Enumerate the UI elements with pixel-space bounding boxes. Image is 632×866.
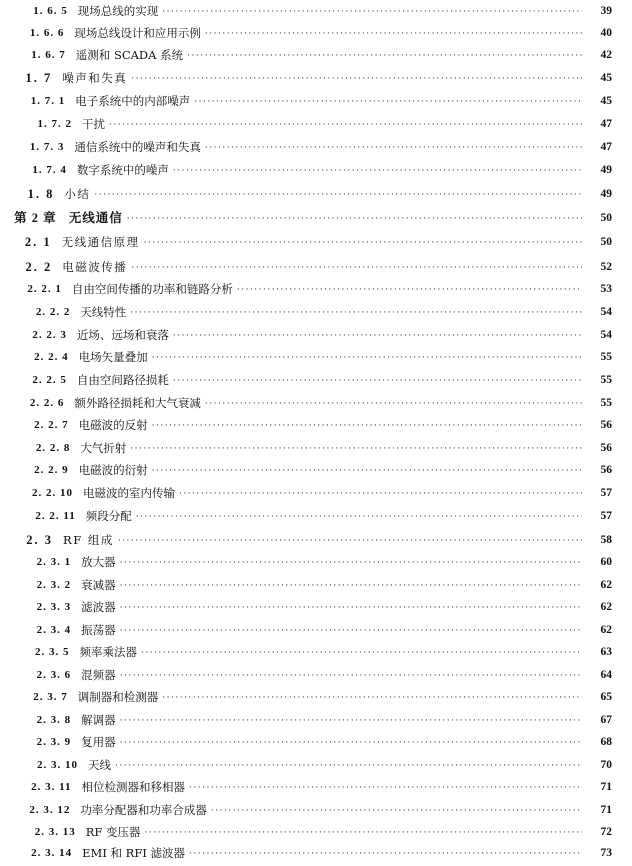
toc-entry-number: 2. 3 (26, 533, 54, 547)
toc-entry-number: 1. 7 (25, 71, 53, 85)
toc-leader-dots (144, 230, 582, 254)
toc-leader-dots (120, 663, 582, 687)
toc-entry-page: 50 (600, 236, 612, 248)
toc-entry (0, 505, 632, 527)
toc-leader-dots (152, 413, 582, 437)
toc-entry (0, 369, 632, 391)
toc-leader-dots (131, 255, 582, 279)
toc-entry-page: 56 (600, 464, 612, 476)
toc-entry-title: RF 组成 (63, 533, 114, 547)
toc-leader-dots (152, 458, 582, 482)
toc-entry (0, 821, 632, 843)
toc-entry (0, 90, 632, 112)
toc-entry-title: 振荡器 (81, 623, 116, 637)
toc-entry-page: 49 (600, 188, 612, 200)
toc-entry-page: 60 (600, 556, 612, 568)
toc-leader-dots (109, 112, 582, 136)
toc-entry-number: 2. 2. 9 (34, 464, 69, 476)
toc-entry-page: 40 (600, 27, 612, 39)
toc-entry-number: 2. 3. 3 (36, 601, 72, 613)
toc-entry-number: 1. 8 (27, 187, 55, 201)
toc-leader-dots (173, 368, 582, 392)
toc-entry (0, 709, 632, 731)
toc-entry (0, 22, 632, 44)
toc-entry-title: RF 变压器 (85, 825, 141, 839)
toc-entry-title: 无线通信原理 (61, 235, 140, 249)
toc-entry-number: 2. 2. 1 (27, 283, 62, 295)
toc-entry (0, 664, 632, 686)
toc-entry-page: 70 (600, 759, 612, 771)
toc-entry (0, 776, 632, 798)
toc-entry-page: 62 (600, 579, 612, 591)
toc-entry-title: 天线特性 (80, 305, 127, 319)
toc-entry-number: 1. 6. 6 (29, 27, 65, 39)
toc-entry-number: 2. 3. 6 (36, 669, 72, 681)
toc-leader-dots (136, 504, 582, 528)
toc-entry-page: 57 (600, 487, 612, 499)
toc-entry-title: 功率分配器和功率合成器 (80, 803, 207, 817)
toc-entry-title: 电磁波的衍射 (78, 463, 148, 477)
toc-entry-title: 电磁波传播 (62, 260, 128, 274)
toc-entry-title: 小结 (64, 187, 91, 201)
toc-entry-number: 2. 3. 9 (36, 736, 72, 748)
toc-entry-number: 1. 6. 7 (31, 49, 66, 61)
toc-leader-dots (118, 528, 582, 552)
toc-leader-dots (162, 0, 582, 23)
toc-entry-number: 1. 7. 3 (29, 141, 65, 153)
toc-entry-number: 2. 2. 11 (35, 510, 76, 522)
toc-leader-dots (120, 708, 582, 732)
toc-entry-title: EMI 和 RFI 滤波器 (82, 846, 186, 860)
toc-chapter-title: 无线通信 (68, 210, 123, 225)
toc-entry (0, 231, 632, 253)
toc-entry-title: 电子系统中的内部噪声 (75, 94, 191, 108)
toc-entry-number: 2. 3. 13 (34, 826, 76, 838)
toc-entry-title: 大气折射 (80, 441, 127, 455)
toc-entry-title: 自由空间路径损耗 (76, 373, 169, 387)
toc-entry-title: 频段分配 (85, 509, 132, 523)
toc-entry-page: 55 (600, 351, 612, 363)
toc-leader-dots (179, 481, 582, 505)
toc-leader-dots (120, 618, 582, 642)
toc-entry-title: 放大器 (81, 555, 116, 569)
toc-entry-title: 相位检测器和移相器 (81, 780, 186, 794)
toc-entry (0, 686, 632, 708)
toc-entry-page: 67 (600, 714, 612, 726)
toc-entry (0, 346, 632, 368)
toc-leader-dots (130, 436, 582, 460)
toc-entry (0, 0, 632, 22)
toc-entry (0, 799, 632, 821)
toc-entry (0, 459, 632, 481)
toc-leader-dots (130, 300, 582, 324)
toc-entry-title: 遥测和 SCADA 系统 (75, 48, 184, 62)
toc-entry (0, 437, 632, 459)
toc-leader-dots (189, 841, 582, 865)
toc-leader-dots (120, 573, 582, 597)
toc-leader-dots (127, 206, 582, 230)
toc-entry-page: 65 (600, 691, 612, 703)
toc-entry-page: 55 (600, 397, 612, 409)
toc-entry-number: 2. 2. 4 (34, 351, 69, 363)
toc-entry-number: 2. 3. 12 (29, 804, 71, 816)
toc-entry (0, 159, 632, 181)
toc-entry-title: 混频器 (81, 668, 116, 682)
toc-entry-number: 2. 3. 1 (36, 556, 72, 568)
toc-entry (0, 596, 632, 618)
toc-entry-title: 干扰 (82, 117, 105, 131)
toc-entry-page: 45 (600, 95, 612, 107)
toc-leader-dots (205, 391, 582, 415)
toc-entry (0, 67, 632, 89)
toc-entry-title: 通信系统中的噪声和失真 (74, 140, 201, 154)
toc-entry (0, 842, 632, 864)
toc-entry-page: 72 (600, 826, 612, 838)
toc-entry-title: 近场、远场和衰落 (76, 328, 169, 342)
toc-entry-title: 频率乘法器 (79, 645, 137, 659)
toc-entry-number: 2. 3. 2 (36, 579, 72, 591)
toc-entry-number: 2. 1 (24, 235, 52, 249)
toc-entry (0, 414, 632, 436)
toc-leader-dots (237, 277, 582, 301)
toc-entry-page: 47 (600, 118, 612, 130)
toc-entry-title: 数字系统中的噪声 (76, 163, 169, 177)
toc-entry-number: 2. 2. 2 (35, 306, 71, 318)
toc-entry-page: 68 (600, 736, 612, 748)
toc-entry-title: 天线 (88, 758, 112, 772)
toc-entry-number: 1. 7. 4 (32, 164, 67, 176)
toc-entry-page: 50 (600, 212, 612, 224)
toc-entry-page: 62 (600, 624, 612, 636)
toc-entry-page: 64 (600, 669, 612, 681)
toc-entry-number: 2. 2 (25, 260, 53, 274)
toc-entry (0, 619, 632, 641)
toc-entry-number: 1. 6. 5 (33, 5, 68, 17)
toc-entry (0, 529, 632, 551)
toc-entry-title: 额外路径损耗和大气衰减 (74, 396, 201, 410)
toc-entry-page: 71 (600, 804, 612, 816)
toc-entry (0, 392, 632, 414)
toc-entry (0, 113, 632, 135)
toc-entry-number: 2. 2. 3 (32, 329, 67, 341)
toc-leader-dots (205, 21, 582, 45)
toc-leader-dots (131, 66, 582, 90)
toc-leader-dots (173, 158, 582, 182)
toc-leader-dots (152, 345, 582, 369)
toc-entry-title: 现场总线设计和应用示例 (74, 26, 201, 40)
toc-leader-dots (194, 89, 582, 113)
toc-entry-title: 滤波器 (81, 600, 116, 614)
toc-leader-dots (120, 730, 582, 754)
toc-entry-title: 衰减器 (81, 578, 116, 592)
toc-entry-title: 解调器 (81, 713, 116, 727)
toc-entry-page: 55 (600, 374, 612, 386)
toc-entry-title: 复用器 (81, 735, 116, 749)
toc-entry-page: 45 (600, 72, 612, 84)
toc-chapter-number: 第 2 章 (14, 211, 57, 225)
toc-entry-page: 57 (600, 510, 612, 522)
toc-entry-page: 49 (600, 164, 612, 176)
toc-leader-dots (173, 323, 582, 347)
toc-entry-number: 2. 3. 4 (36, 624, 72, 636)
toc-entry-number: 2. 3. 5 (34, 646, 70, 658)
toc-entry-page: 73 (600, 847, 612, 859)
toc-entry-number: 2. 2. 6 (29, 397, 65, 409)
toc-leader-dots (141, 640, 582, 664)
toc-entry (0, 278, 632, 300)
toc-entry-title: 噪声和失真 (62, 71, 128, 85)
toc-entry-page: 47 (600, 141, 612, 153)
toc-entry-number: 1. 7. 2 (37, 118, 72, 130)
toc-entry-number: 1. 7. 1 (30, 95, 66, 107)
toc-entry-page: 54 (600, 329, 612, 341)
toc-entry-page: 56 (600, 419, 612, 431)
toc-entry-page: 62 (600, 601, 612, 613)
toc-entry (0, 256, 632, 278)
toc-entry (0, 482, 632, 504)
toc-entry-number: 2. 3. 11 (31, 781, 72, 793)
toc-entry (0, 641, 632, 663)
toc-entry-page: 53 (600, 283, 612, 295)
toc-leader-dots (189, 775, 582, 799)
toc-entry (0, 754, 632, 776)
toc-leader-dots (211, 798, 582, 822)
toc-chapter-entry (0, 207, 632, 229)
toc-entry (0, 44, 632, 66)
toc-entry (0, 324, 632, 346)
toc-leader-dots (205, 135, 582, 159)
toc-entry (0, 574, 632, 596)
toc-entry-number: 2. 3. 10 (37, 759, 79, 771)
toc-leader-dots (120, 550, 582, 574)
toc-entry-title: 电场矢量叠加 (78, 350, 148, 364)
toc-leader-dots (162, 685, 582, 709)
toc-leader-dots (120, 595, 582, 619)
toc-entry-title: 电磁波的反射 (78, 418, 148, 432)
toc-entry (0, 731, 632, 753)
toc-entry-number: 2. 2. 8 (35, 442, 71, 454)
toc-entry-title: 调制器和检测器 (77, 690, 159, 704)
toc-entry-page: 56 (600, 442, 612, 454)
toc-entry-number: 2. 2. 5 (32, 374, 67, 386)
toc-entry-page: 52 (600, 261, 612, 273)
toc-entry-page: 54 (600, 306, 612, 318)
toc-entry-page: 58 (600, 534, 612, 546)
toc-entry (0, 183, 632, 205)
toc-entry-number: 2. 2. 10 (31, 487, 73, 499)
toc-entry (0, 301, 632, 323)
toc-entry-title: 电磁波的室内传输 (82, 486, 175, 500)
toc-entry-title: 现场总线的实现 (77, 4, 159, 18)
toc-entry-number: 2. 3. 8 (36, 714, 72, 726)
toc-entry-number: 2. 3. 14 (31, 847, 73, 859)
toc-entry-number: 2. 3. 7 (33, 691, 68, 703)
toc-entry-number: 2. 2. 7 (34, 419, 69, 431)
toc-entry-page: 42 (600, 49, 612, 61)
toc-entry-page: 39 (600, 5, 612, 17)
toc-entry-page: 71 (600, 781, 612, 793)
toc-leader-dots (94, 182, 582, 206)
toc-leader-dots (115, 753, 582, 777)
toc-entry (0, 136, 632, 158)
toc-entry (0, 551, 632, 573)
toc-entry-title: 自由空间传播的功率和链路分析 (71, 282, 233, 296)
toc-leader-dots (187, 43, 582, 67)
toc-entry-page: 63 (600, 646, 612, 658)
